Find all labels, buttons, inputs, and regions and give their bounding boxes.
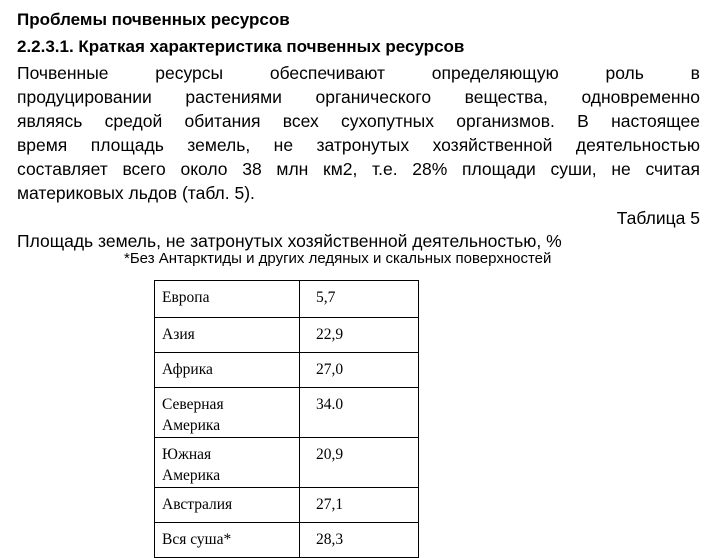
paragraph-word: настоящее [611,111,700,131]
region-cell: Австралия [155,488,300,523]
table-row [155,318,419,353]
paragraph-word: обеспечивают [269,63,386,83]
paragraph-word: деятельностью [575,135,700,155]
region-cell: Азия [155,318,300,353]
paragraph-word: 28% [412,159,448,179]
paragraph-word: вещества, [464,87,548,107]
paragraph-line-4 [17,135,700,156]
paragraph-word: км2, [323,159,358,179]
paragraph-word: т.е. [372,159,398,179]
paragraph-word: средой [104,111,163,131]
value-cell: 27,0 [300,353,419,388]
value-cell: 5,7 [300,281,419,318]
paragraph-word: не [611,159,631,179]
table-row [155,353,419,388]
paragraph-word: обитания [184,111,261,131]
paragraph-word: одновременно [581,87,700,107]
paragraph-word: продуцировании [17,87,152,107]
table-note: *Без Антарктиды и других ледяных и скальных поверхностей [124,250,552,267]
paragraph-line-5 [17,159,700,180]
value-cell: 20,9 [300,438,419,488]
paragraph-word: роль [605,63,644,83]
region-cell: Европа [155,281,300,318]
page-title: Проблемы почвенных ресурсов [17,10,290,29]
region-cell: Северная Америка [155,388,300,438]
table-caption: Площадь земель, не затронутых хозяйственной деятельностью, % [17,231,562,251]
paragraph-word: всего [122,159,166,179]
paragraph-word: затронутых [316,135,410,155]
table-row [155,488,419,523]
paragraph-word: в [690,63,700,83]
table-label: Таблица 5 [616,208,700,228]
value-cell: 34.0 [300,388,419,438]
paragraph-word: площадь [90,135,164,155]
paragraph-word: Почвенные [17,63,109,83]
paragraph-word: органического [315,87,432,107]
paragraph-line-3 [17,111,700,132]
paragraph-word: около [180,159,228,179]
region-cell: Африка [155,353,300,388]
table-row [155,388,419,438]
paragraph-word: хозяйственной [432,135,553,155]
paragraph-word: считая [645,159,700,179]
paragraph-line-1 [17,63,700,84]
paragraph-word: время [17,135,68,155]
paragraph-word: являясь [17,111,83,131]
paragraph-line-2 [17,87,700,108]
table-row [155,281,419,318]
paragraph-word: составляет [17,159,108,179]
table-row [155,523,419,558]
value-cell: 27,1 [300,488,419,523]
paragraph-word: не [273,135,294,155]
paragraph-word: В [577,111,589,131]
value-cell: 22,9 [300,318,419,353]
paragraph-word: площади [462,159,536,179]
paragraph-word: ресурсы [155,63,224,83]
paragraph-word: земель, [187,135,251,155]
region-cell: Южная Америка [155,438,300,488]
paragraph-word: всех [282,111,319,131]
paragraph-line-6: материковых льдов (табл. 5). [17,183,255,203]
paragraph-word: млн [276,159,309,179]
region-cell: Вся суша* [155,523,300,558]
land-area-table [154,280,419,558]
paragraph-word: суши, [550,159,597,179]
section-heading: 2.2.3.1. Краткая характеристика почвенных ресурсов [17,37,465,56]
paragraph-word: сухопутных [340,111,435,131]
paragraph-word: организмов. [456,111,555,131]
paragraph-word: растениями [185,87,282,107]
paragraph-word: определяющую [431,63,559,83]
table-row [155,438,419,488]
paragraph-word: 38 [242,159,262,179]
value-cell: 28,3 [300,523,419,558]
